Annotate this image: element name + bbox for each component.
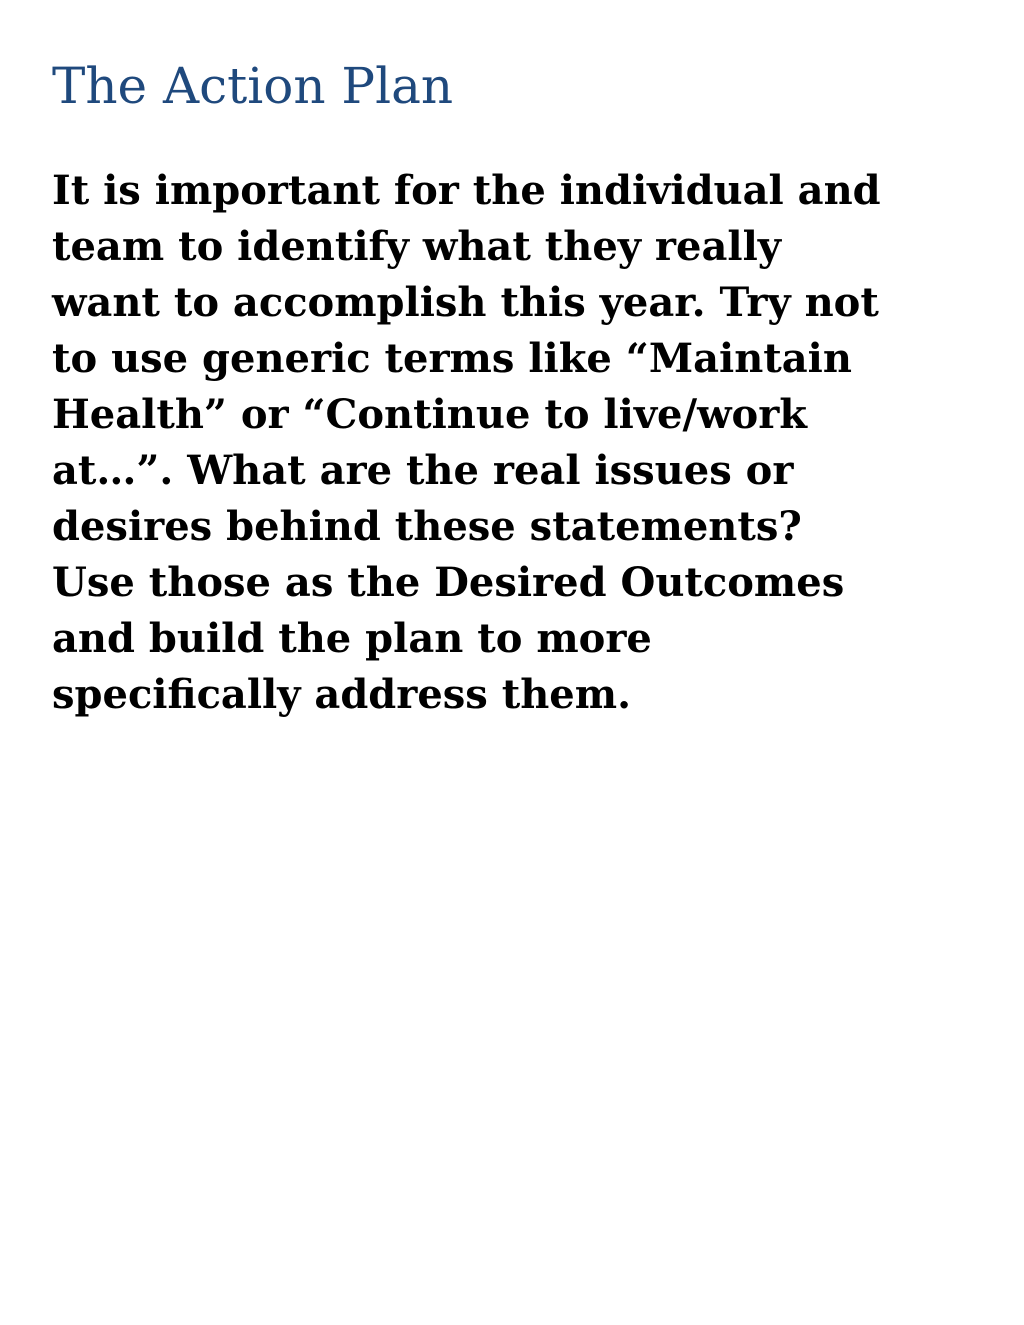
body-line: Health” or “Continue to live/work — [52, 391, 808, 438]
body-line: specifically address them. — [52, 671, 632, 718]
body-line: It is important for the individual and — [52, 167, 881, 214]
body-line: to use generic terms like “Maintain — [52, 335, 852, 382]
body-line: want to accomplish this year. Try not — [52, 279, 879, 326]
body-line: Use those as the Desired Outcomes — [52, 559, 845, 606]
body-line: and build the plan to more — [52, 615, 652, 662]
slide-body-text — [52, 163, 992, 723]
body-line: at…”. What are the real issues or — [52, 447, 794, 494]
body-line: desires behind these statements? — [52, 503, 802, 550]
body-line: team to identify what they really — [52, 223, 782, 270]
slide-title: The Action Plan — [52, 57, 454, 115]
